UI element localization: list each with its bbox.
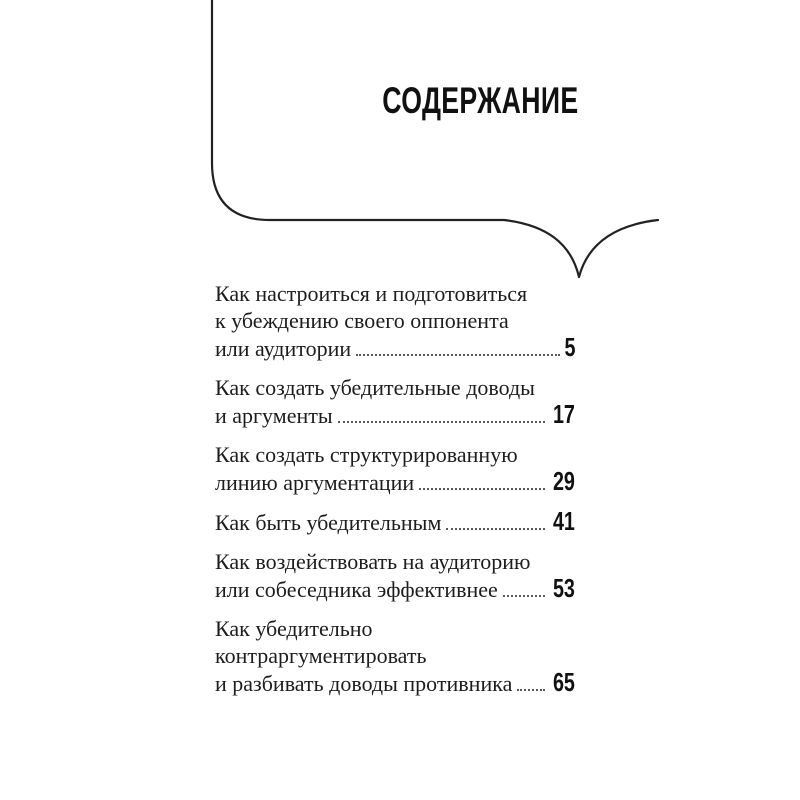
page-number: 65 <box>553 667 575 697</box>
toc-entry <box>215 374 575 429</box>
entry-line: Как воздействовать на аудиторию <box>215 549 531 574</box>
entry-text: и аргументы <box>215 403 333 428</box>
page-number: 29 <box>553 466 575 496</box>
entry-text: линию аргументации <box>215 470 415 495</box>
toc-list <box>215 280 575 709</box>
page-title-text: СОДЕРЖАНИЕ <box>381 80 578 121</box>
page-title <box>215 80 578 122</box>
entry-text: и разбивать доводы противника <box>215 671 513 696</box>
entry-text: или аудитории <box>215 336 352 361</box>
entry-last-line <box>215 669 575 697</box>
dotted-leader <box>517 689 545 691</box>
page-number: 17 <box>553 399 575 429</box>
entry-last-line <box>215 401 575 429</box>
entry-line: Как создать структурированную <box>215 442 518 467</box>
page-number: 41 <box>553 506 575 536</box>
dotted-leader <box>419 488 545 490</box>
entry-last-line <box>215 508 575 536</box>
page-number: 5 <box>564 332 575 362</box>
toc-entry <box>215 615 575 697</box>
entry-line: Как создать убедительные доводы <box>215 375 535 400</box>
toc-entry <box>215 548 575 603</box>
speech-bubble-path <box>212 0 658 277</box>
entry-text: Как быть убедительным <box>215 510 442 535</box>
entry-line: контраргументировать <box>215 643 427 668</box>
entry-last-line <box>215 468 575 496</box>
page-number: 53 <box>553 573 575 603</box>
entry-text: или собеседника эффективнее <box>215 577 498 602</box>
toc-entry <box>215 508 575 536</box>
dotted-leader <box>503 595 545 597</box>
entry-line: Как настроиться и подготовиться <box>215 281 528 306</box>
entry-line: Как убедительно <box>215 616 373 641</box>
toc-entry <box>215 441 575 496</box>
entry-last-line <box>215 334 575 362</box>
entry-line: к убеждению своего оппонента <box>215 308 509 333</box>
entry-last-line <box>215 575 575 603</box>
speech-bubble-outline <box>0 0 800 320</box>
dotted-leader <box>446 528 545 530</box>
dotted-leader <box>356 354 559 356</box>
dotted-leader <box>338 421 545 423</box>
toc-entry <box>215 280 575 362</box>
